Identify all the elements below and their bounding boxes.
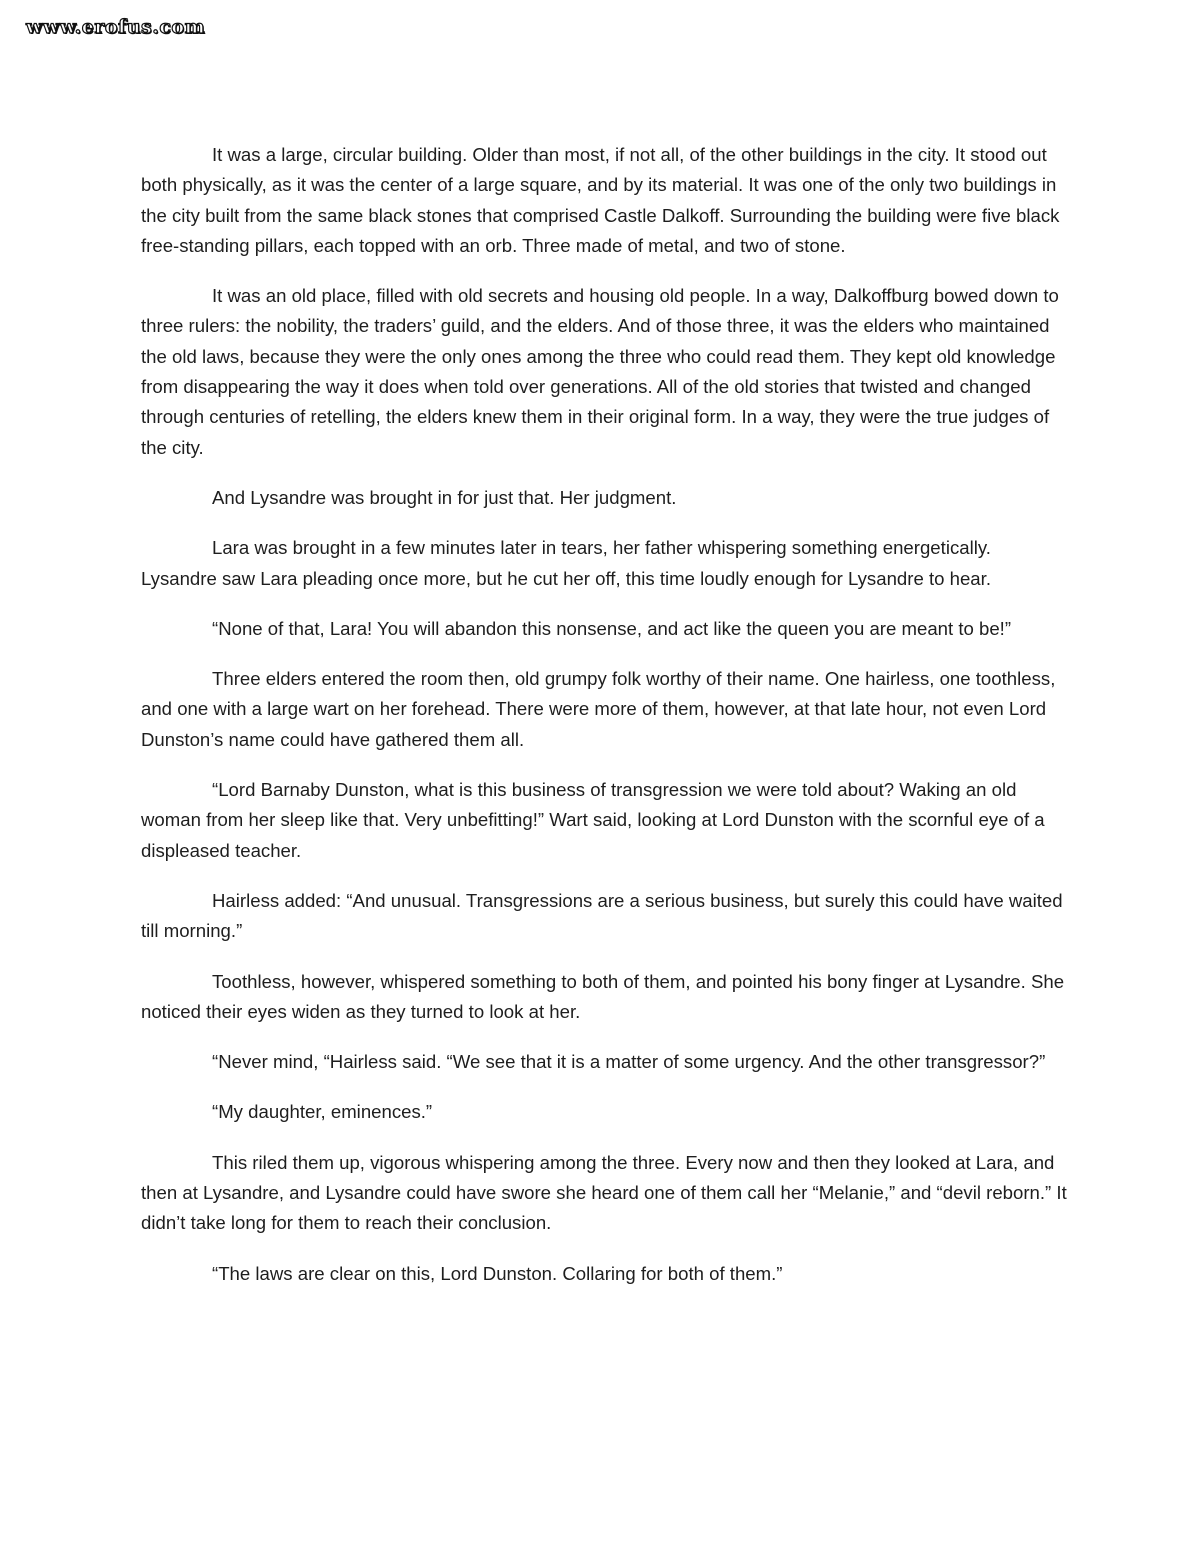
paragraph: Hairless added: “And unusual. Transgressions are a serious business, but surely this could have waited till morning.”	[141, 889, 1063, 942]
paragraph: “Never mind, “Hairless said. “We see that it is a matter of some urgency. And the other transgressor?”	[212, 1051, 1046, 1073]
paragraph: Three elders entered the room then, old grumpy folk worthy of their name. One hairless, one toothless, and one with a large wart on her forehead. There were more of them, however, at that late hour, not even Lord Dunston’s name could have gathered them all.	[141, 668, 1056, 750]
paragraph: And Lysandre was brought in for just that. Her judgment.	[212, 486, 677, 508]
site-watermark: www.erofus.com	[26, 16, 206, 38]
paragraph: “The laws are clear on this, Lord Dunston. Collaring for both of them.”	[212, 1262, 783, 1284]
story-text	[141, 140, 1071, 1309]
paragraph: “None of that, Lara! You will abandon this nonsense, and act like the queen you are meant to be!”	[212, 617, 1012, 639]
paragraph: Toothless, however, whispered something to both of them, and pointed his bony finger at Lysandre. She noticed their eyes widen as they turned to look at her.	[141, 970, 1065, 1022]
paragraph: It was a large, circular building. Older than most, if not all, of the other buildings in the city. It stood out both physically, as it was the center of a large square, and by its material. It was one of the only two buildings in the city built from the same black stones that comprised Castle Dalkoff. Surrounding the building were five black free-standing pillars, each topped with an orb. Three made of metal, and two of stone.	[141, 144, 1060, 256]
paragraph: This riled them up, vigorous whispering among the three. Every now and then they looked at Lara, and then at Lysandre, and Lysandre could have swore she heard one of them call her “Melanie,” and “devil reborn.” It didn’t take long for them to reach their conclusion.	[141, 1151, 1067, 1234]
paragraph: Lara was brought in a few minutes later in tears, her father whispering something energetically. Lysandre saw Lara pleading once more, but he cut her off, this time loudly enough for Lysandre to hear.	[141, 537, 991, 589]
paragraph: “My daughter, eminences.”	[212, 1101, 433, 1123]
paragraph: It was an old place, filled with old secrets and housing old people. In a way, Dalkoffburg bowed down to three rulers: the nobility, the traders’ guild, and the elders. And of those three, it was the elders who maintained the old laws, because they were the only ones among the three who could read them. They kept old knowledge from disappearing the way it does when told over generations. All of the old stories that twisted and changed through centuries of retelling, the elders knew them in their original form. In a way, they were the true judges of the city.	[141, 285, 1059, 458]
paragraph: “Lord Barnaby Dunston, what is this business of transgression we were told about? Waking an old woman from her sleep like that. Very unbefitting!” Wart said, looking at Lord Dunston with the scornful eye of a displeased teacher.	[141, 779, 1045, 861]
